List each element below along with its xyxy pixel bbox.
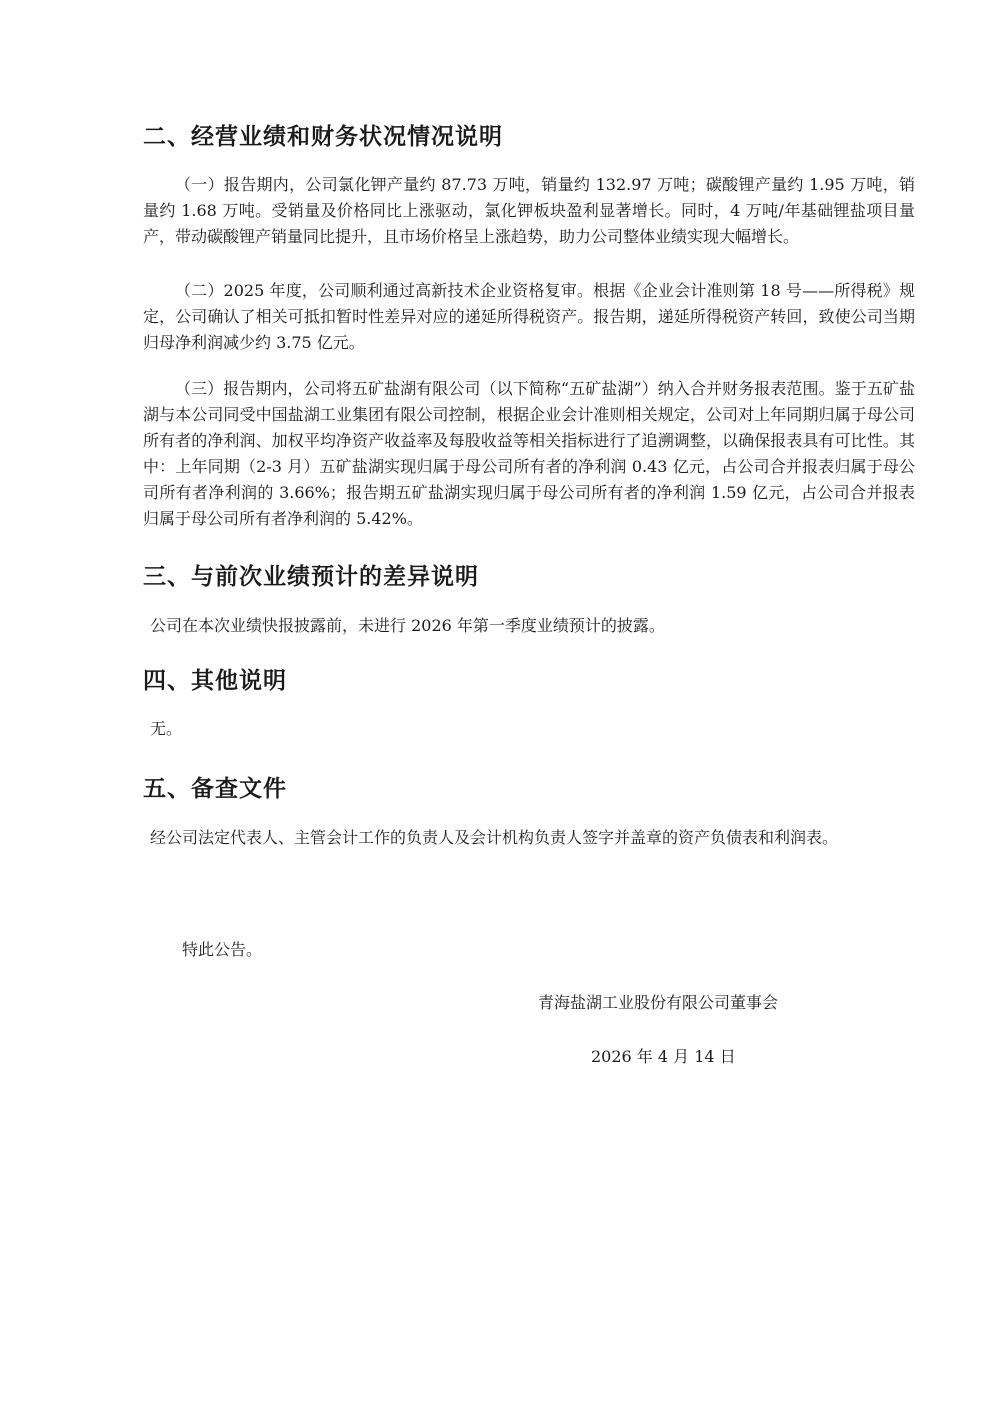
section-2-heading: 二、经营业绩和财务状况情况说明: [143, 124, 503, 150]
section-3-text: 公司在本次业绩快报披露前，未进行 2026 年第一季度业绩预计的披露。: [150, 616, 665, 635]
announcement-date: 2026 年 4 月 14 日: [591, 1047, 736, 1066]
closing-notice: 特此公告。: [182, 940, 263, 959]
section-2-paragraph-3: （三）报告期内，公司将五矿盐湖有限公司（以下简称“五矿盐湖”）纳入合并财务报表范围。鉴于五矿盐湖与本公司同受中国盐湖工业集团有限公司控制，根据企业会计准则相关规定，公司对上年同期归属于母公司所有者的净利润、加权平均净资产收益率及每股收益等相关指标进行了追溯调整，以确保报表具有可比性。其中：上年同期（2-3 月）五矿盐湖实现归属于母公司所有者的净利润 0.43 亿元，占公司合并报表归属于母公司所有者净利润的 3.66%；报告期五矿盐湖实现归属于母公司所有者的净利润 1.59 亿元，占公司合并报表归属于母公司所有者净利润的 5.42%。: [143, 379, 915, 528]
section-3-heading: 三、与前次业绩预计的差异说明: [143, 564, 479, 590]
section-2-paragraph-2: （二）2025 年度，公司顺利通过高新技术企业资格复审。根据《企业会计准则第 18 号——所得税》规定，公司确认了相关可抵扣暂时性差异对应的递延所得税资产。报告期，递延所得税资产转回，致使公司当期归母净利润减少约 3.75 亿元。: [143, 281, 915, 352]
section-4-text: 无。: [150, 719, 183, 738]
section-4-heading: 四、其他说明: [143, 668, 287, 694]
section-5-text: 经公司法定代表人、主管会计工作的负责人及会计机构负责人签字并盖章的资产负债表和利润表。: [150, 828, 839, 847]
signatory: 青海盐湖工业股份有限公司董事会: [538, 993, 779, 1012]
section-5-heading: 五、备查文件: [143, 776, 287, 802]
section-2-paragraph-1: （一）报告期内，公司氯化钾产量约 87.73 万吨，销量约 132.97 万吨；碳酸锂产量约 1.95 万吨，销量约 1.68 万吨。受销量及价格同比上涨驱动，氯化钾板块盈利显著增长。同时，4 万吨/年基础锂盐项目量产，带动碳酸锂产销量同比提升，且市场价格呈上涨趋势，助力公司整体业绩实现大幅增长。: [143, 175, 915, 246]
